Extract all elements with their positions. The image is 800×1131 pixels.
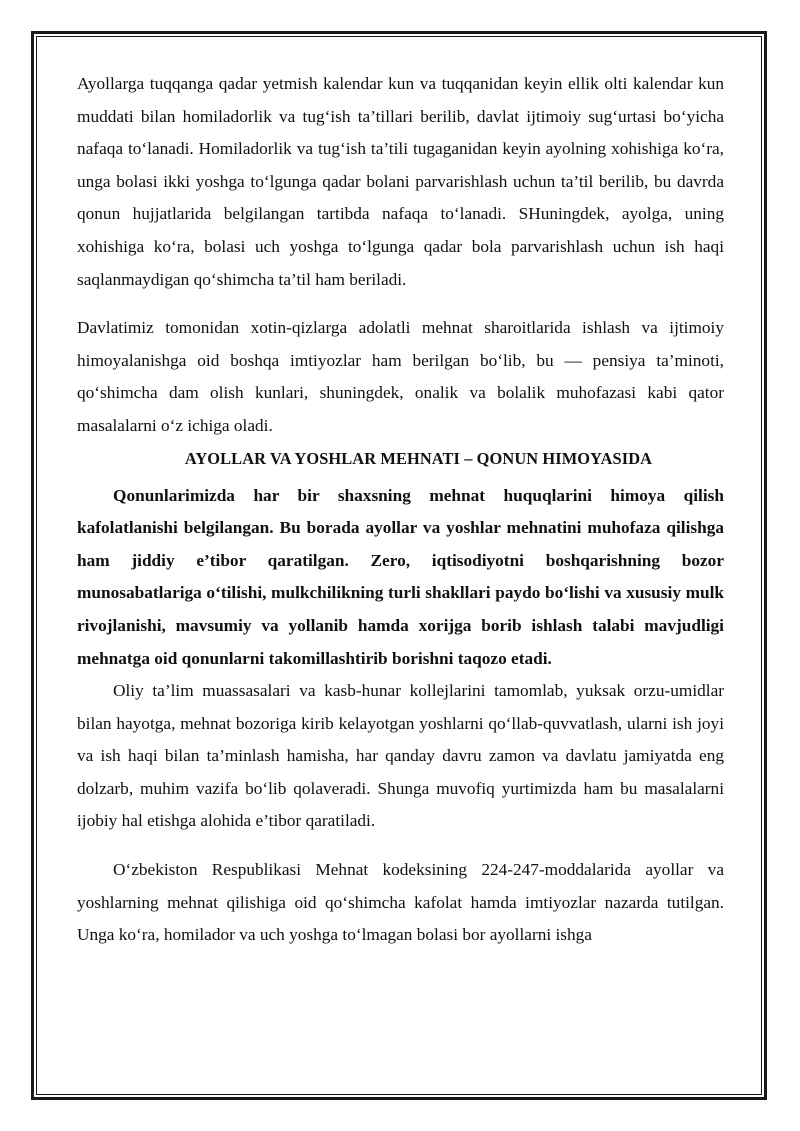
section-heading: AYOLLAR VA YOSHLAR MEHNATI – QONUN HIMOYASIDA <box>184 448 653 468</box>
paragraph-women-benefits: Davlatimiz tomonidan xotin-qizlarga adolatli mehnat sharoitlarida ishlash va ijtimoiy himoyalanishga oid boshqa imtiyozlar ham berilgan bo‘lib, bu — pensiya ta’minoti, qo‘shimcha dam olish kunlari, shuningdek, onalik va bolalik muhofazasi kabi qator masalalarni o‘z ichiga oladi. <box>77 318 724 435</box>
paragraph-youth-employment: Oliy ta’lim muassasalari va kasb-hunar kollejlarini tamomlab, yuksak orzu-umidlar bilan hayotga, mehnat bozoriga kirib kelayotgan yoshlarni qo‘llab-quvvatlash, ularni ish joyi va ish haqi bilan ta’minlash hamisha, har qanday davru zamon va davlatu jamiyatda eng dolzarb, muhim vazifa bo‘lib qolaveradi. Shunga muvofiq yurtimizda ham bu masalalarni ijobiy hal etishga alohida e’tibor qaratiladi. <box>77 681 724 831</box>
paragraph-maternity-leave: Ayollarga tuqqanga qadar yetmish kalendar kun va tuqqanidan keyin ellik olti kalendar kun muddati bilan homiladorlik va tug‘ish ta’tillari berilib, davlat ijtimoiy sug‘urtasi bo‘yicha nafaqa to‘lanadi. Homiladorlik va tug‘ish ta’tili tugaganidan keyin ayolning xohishiga ko‘ra, unga bolasi ikki yoshga to‘lgunga qadar bolani parvarishlash uchun ta’til berilib, bu davrda qonun hujjatlarida belgilangan tartibda nafaqa to‘lanadi. SHuningdek, ayolga, uning xohishiga ko‘ra, bolasi uch yoshga to‘lgunga qadar bola parvarishlash uchun ish haqi saqlanmaydigan qo‘shimcha ta’til ham beriladi. <box>77 74 724 289</box>
document-body <box>77 68 724 952</box>
paragraph-legal-protection: Qonunlarimizda har bir shaxsning mehnat huquqlarini himoya qilish kafolatlanishi belgilangan. Bu borada ayollar va yoshlar mehnatini muhofaza qilishga ham jiddiy e’tibor qaratilgan. Zero, iqtisodiyotni boshqarishning bozor munosabatlariga o‘tilishi, mulkchilikning turli shakllari paydo bo‘lishi va xususiy mulk rivojlanishi, mavsumiy va yollanib hamda xorijga borib ishlash talabi mavjudligi mehnatga oid qonunlarni takomillashtirib borishni taqozo etadi. <box>77 485 724 668</box>
paragraph-labor-code: O‘zbekiston Respublikasi Mehnat kodeksining 224-247-moddalarida ayollar va yoshlarning mehnat qilishiga oid qo‘shimcha kafolat hamda imtiyozlar nazarda tutilgan. Unga ko‘ra, homilador va uch yoshga to‘lmagan bolasi bor ayollarni ishga <box>77 860 724 945</box>
